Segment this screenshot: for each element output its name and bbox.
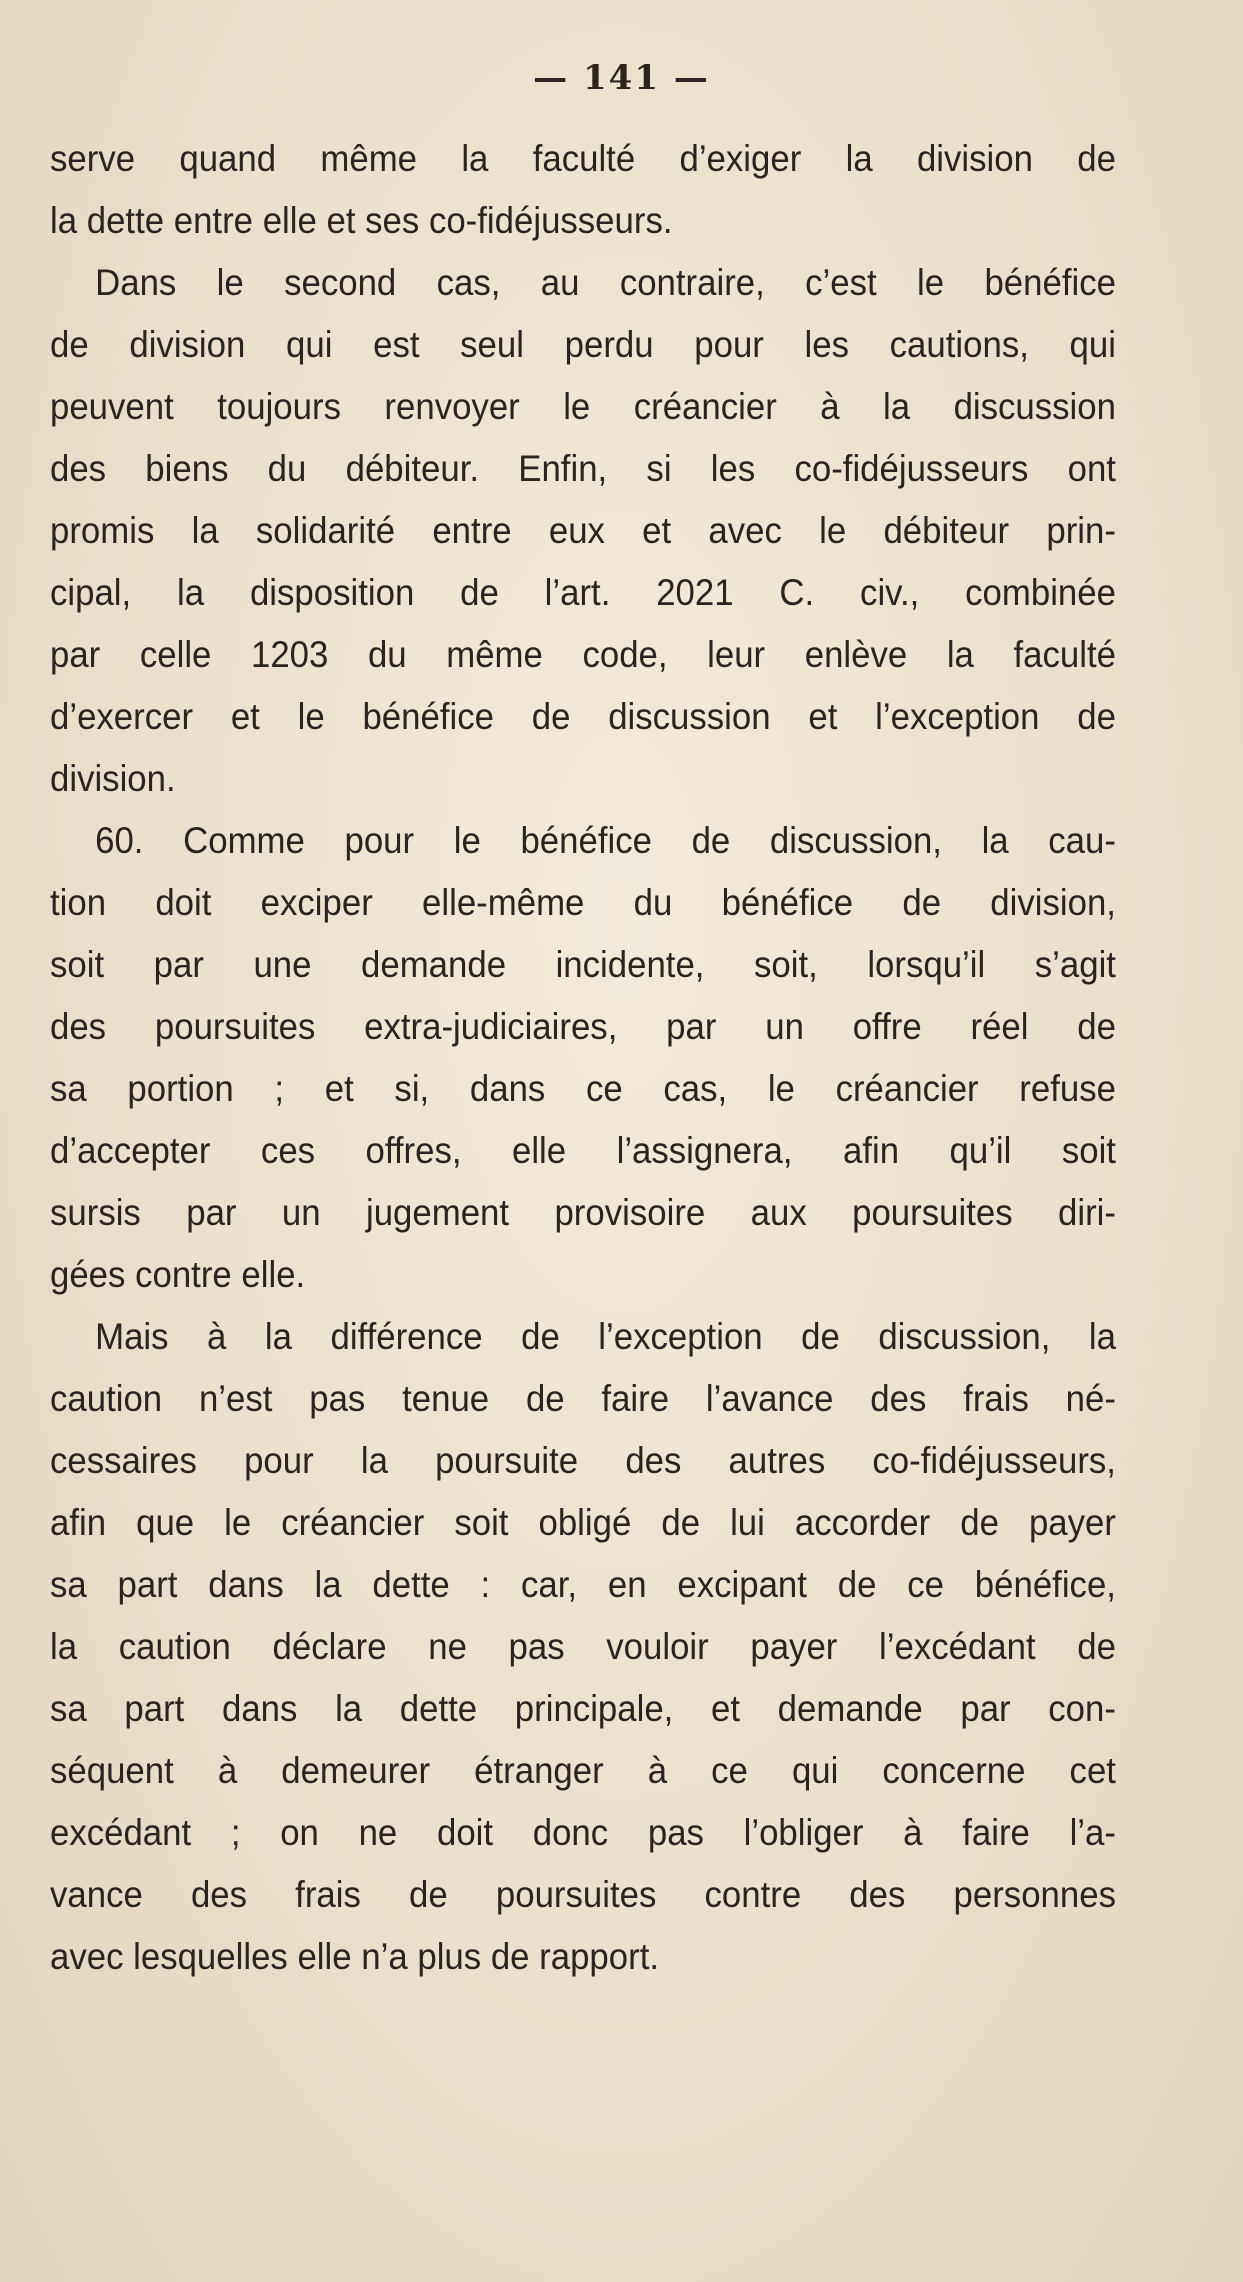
text-line: gées contre elle. bbox=[50, 1254, 306, 1295]
text-line: peuvent toujours renvoyer le créancier à la discussion bbox=[50, 386, 1116, 427]
text-line: cessaires pour la poursuite des autres co-fidéjusseurs, bbox=[50, 1440, 1116, 1481]
text-line: excédant ; on ne doit donc pas l’obliger à faire l’a- bbox=[50, 1812, 1116, 1853]
text-line: sa portion ; et si, dans ce cas, le créancier refuse bbox=[50, 1068, 1116, 1109]
text-line: caution n’est pas tenue de faire l’avance des frais né- bbox=[50, 1378, 1116, 1419]
text-line: avec lesquelles elle n’a plus de rapport. bbox=[50, 1936, 660, 1977]
text-line: sa part dans la dette principale, et demande par con- bbox=[50, 1688, 1116, 1729]
body-text bbox=[50, 128, 1116, 1988]
text-line: division. bbox=[50, 758, 176, 799]
text-line: promis la solidarité entre eux et avec le débiteur prin- bbox=[50, 510, 1116, 551]
text-line: tion doit exciper elle-même du bénéfice de division, bbox=[50, 882, 1116, 923]
text-line: par celle 1203 du même code, leur enlève la faculté bbox=[50, 634, 1116, 675]
text-line: cipal, la disposition de l’art. 2021 C. civ., combinée bbox=[50, 572, 1116, 613]
text-line: 60. Comme pour le bénéfice de discussion, la cau- bbox=[95, 820, 1116, 861]
text-line: vance des frais de poursuites contre des personnes bbox=[50, 1874, 1116, 1915]
text-line: de division qui est seul perdu pour les cautions, qui bbox=[50, 324, 1116, 365]
text-line: Dans le second cas, au contraire, c’est le bénéfice bbox=[95, 262, 1116, 303]
text-line: la caution déclare ne pas vouloir payer l’excédant de bbox=[50, 1626, 1116, 1667]
text-line: afin que le créancier soit obligé de lui accorder de payer bbox=[50, 1502, 1116, 1543]
text-line: sursis par un jugement provisoire aux poursuites diri- bbox=[50, 1192, 1116, 1233]
text-line: des poursuites extra-judiciaires, par un offre réel de bbox=[50, 1006, 1116, 1047]
text-line: d’exercer et le bénéfice de discussion et l’exception de bbox=[50, 696, 1116, 737]
text-line: soit par une demande incidente, soit, lorsqu’il s’agit bbox=[50, 944, 1116, 985]
text-line: Mais à la différence de l’exception de discussion, la bbox=[95, 1316, 1116, 1357]
text-line: d’accepter ces offres, elle l’assignera, afin qu’il soit bbox=[50, 1130, 1116, 1171]
text-line: sa part dans la dette : car, en excipant de ce bénéfice, bbox=[50, 1564, 1116, 1605]
page-number: — 141 — bbox=[533, 58, 710, 98]
text-line: des biens du débiteur. Enfin, si les co-fidéjusseurs ont bbox=[50, 448, 1116, 489]
text-line: serve quand même la faculté d’exiger la division de bbox=[50, 138, 1116, 179]
text-line: la dette entre elle et ses co-fidéjusseurs. bbox=[50, 200, 673, 241]
text-line: séquent à demeurer étranger à ce qui concerne cet bbox=[50, 1750, 1116, 1791]
